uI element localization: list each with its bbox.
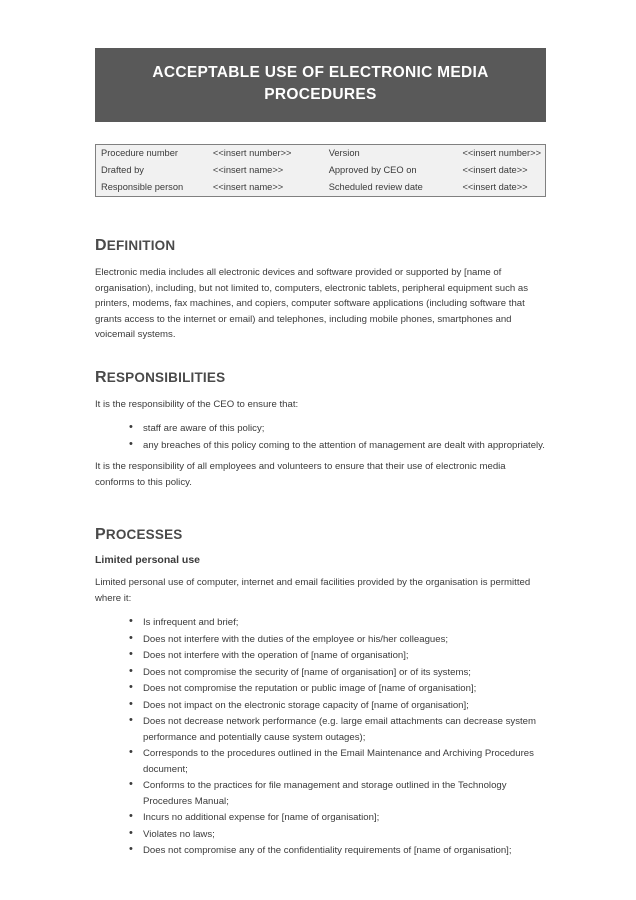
list-item: • Does not compromise the security of [name of organisation] or of its systems; xyxy=(129,665,546,681)
title-line-1: ACCEPTABLE USE OF ELECTRONIC MEDIA xyxy=(152,64,489,81)
responsibilities-bullet-list xyxy=(95,421,546,453)
table-row xyxy=(96,162,546,179)
document-meta-table xyxy=(95,144,546,197)
meta-value-scheduled-review-date: <<insert date>> xyxy=(462,182,528,192)
list-item: • Does not interfere with the duties of the employee or his/her colleagues; xyxy=(129,632,546,648)
list-item: • Violates no laws; xyxy=(129,827,546,843)
meta-value-responsible-person: <<insert name>> xyxy=(212,182,284,192)
responsibilities-heading xyxy=(95,369,546,387)
meta-label-version: Version xyxy=(328,148,360,158)
responsibilities-intro: It is the responsibility of the CEO to ensure that: xyxy=(95,398,299,410)
document-title-banner xyxy=(95,48,546,122)
processes-heading xyxy=(95,526,546,544)
list-item: • Does not compromise the reputation or public image of [name of organisation]; xyxy=(129,681,546,697)
definition-heading-rest: EFINITION xyxy=(106,238,176,253)
meta-label-drafted-by: Drafted by xyxy=(101,165,144,175)
list-item: • Does not impact on the electronic storage capacity of [name of organisation]; xyxy=(129,698,546,714)
responsibilities-heading-initial: R xyxy=(95,368,107,386)
list-item: • Conforms to the practices for file management and storage outlined in the Technology Procedures Manual; xyxy=(129,778,546,809)
list-item: • Does not decrease network performance (e.g. large email attachments can decrease system performance and potentially cause system outages); xyxy=(129,714,546,745)
processes-heading-initial: P xyxy=(95,526,106,543)
table-row xyxy=(96,145,546,163)
processes-intro: Limited personal use of computer, internet and email facilities provided by the organisation is permitted where it: xyxy=(95,577,531,604)
list-item: • Corresponds to the procedures outlined in the Email Maintenance and Archiving Procedures document; xyxy=(129,746,546,777)
definition-paragraph: Electronic media includes all electronic devices and software provided or supported by [name of organisation), including, but not limited to, computers, electronic tablets, peripheral equipment such as printers, modems, fax machines, and copiers, computer software applications (including software that grants access to the internet or email) and telephones, including mobile phones, smartphones and voicemail systems. xyxy=(95,267,529,340)
meta-label-procedure-number: Procedure number xyxy=(101,148,178,158)
list-item: • Does not interfere with the operation of [name of organisation]; xyxy=(129,648,546,664)
definition-heading xyxy=(95,237,546,255)
section-definition xyxy=(95,237,546,343)
list-item: • Does not compromise any of the confidentiality requirements of [name of organisation]; xyxy=(129,843,546,859)
processes-bullet-list xyxy=(95,615,546,859)
meta-label-approved-by-ceo-on: Approved by CEO on xyxy=(328,165,417,175)
list-item: • any breaches of this policy coming to the attention of management are dealt with appropriately. xyxy=(129,438,546,454)
meta-value-drafted-by: <<insert name>> xyxy=(212,165,284,175)
definition-heading-initial: D xyxy=(95,237,107,254)
meta-value-procedure-number: <<insert number>> xyxy=(212,148,292,158)
section-spacer xyxy=(95,516,546,526)
meta-value-version: <<insert number>> xyxy=(462,148,541,158)
meta-value-approved-by-ceo-on: <<insert date>> xyxy=(462,165,528,175)
processes-heading-rest: ROCESSES xyxy=(105,527,183,542)
responsibilities-closing: It is the responsibility of all employees and volunteers to ensure that their use of electronic media conforms to this policy. xyxy=(95,461,506,488)
list-item: • Is infrequent and brief; xyxy=(129,615,546,631)
title-line-2: PROCEDURES xyxy=(264,86,377,103)
section-processes xyxy=(95,526,546,859)
meta-label-responsible-person: Responsible person xyxy=(101,182,184,192)
meta-label-scheduled-review-date: Scheduled review date xyxy=(328,182,423,192)
list-item: • staff are aware of this policy; xyxy=(129,421,546,437)
table-row xyxy=(96,179,546,197)
responsibilities-heading-rest: ESPONSIBILITIES xyxy=(106,369,226,385)
list-item: • Incurs no additional expense for [name of organisation]; xyxy=(129,810,546,826)
processes-subheading-limited-personal-use: Limited personal use xyxy=(95,554,201,566)
section-responsibilities xyxy=(95,369,546,491)
